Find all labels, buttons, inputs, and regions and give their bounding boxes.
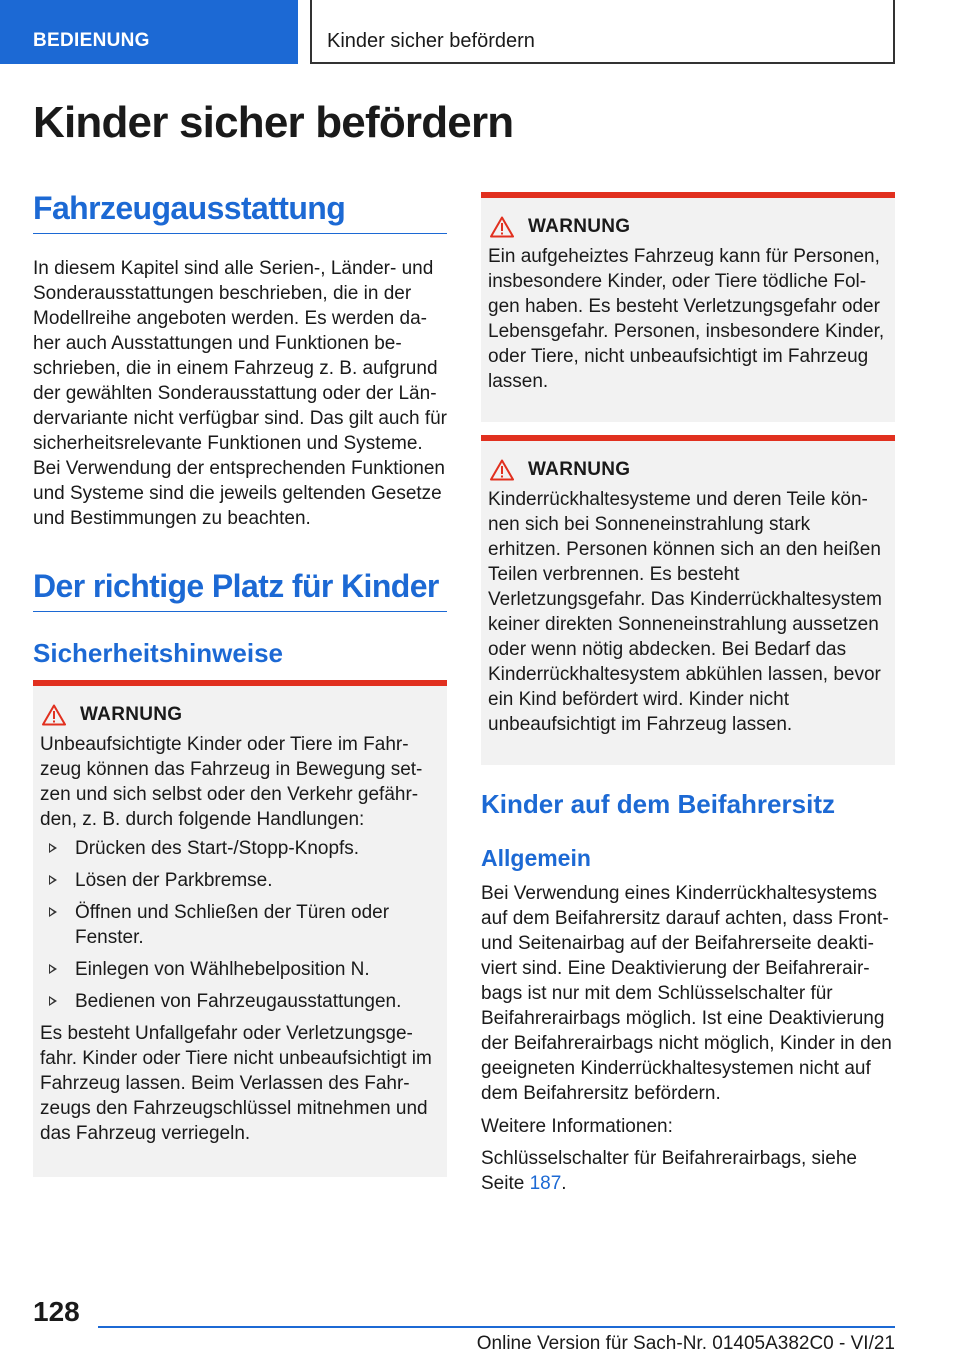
list-item-text: Öffnen und Schließen der Türen oder Fenster. — [75, 902, 390, 948]
heading-right-place: Der richtige Platz für Kinder — [33, 568, 447, 612]
list-item-text: Einlegen von Wählhebelposition N. — [75, 959, 370, 980]
bullet-triangle-icon — [49, 996, 57, 1006]
warning-header — [488, 457, 888, 483]
warning-text: Kinderrückhaltesysteme und deren Teile können sich bei Sonneneinstrahlung stark erhitzen. Personen können sich an den heißen Teilen verbrennen. Es besteht Verletzungsgefahr. Das Kinderrückhaltesystem keiner direkten Sonneneinstrahlung aussetzen oder wenn nötig abdecken. Bei Bedarf das Kinderrückhaltesystem abkühlen lassen, bevor ein Kind befördert wird. Kinder nicht unbeaufsichtigt im Fahrzeug lassen. — [488, 489, 882, 735]
more-info-label: Weitere Informationen: — [481, 1116, 673, 1137]
header-chapter-label: Kinder sicher befördern — [310, 0, 895, 64]
footer-online-version: Online Version für Sach-Nr. 01405A382C0 - VI/21 — [476, 1333, 895, 1354]
page-number: 128 — [33, 1296, 80, 1327]
equipment-paragraph: In diesem Kapitel sind alle Serien-, Länder- und Sonderausstattungen beschrieben, die in der Modellreihe angeboten werden. Es werden daher auch Ausstattungen und Funktionen beschrieben, die in einem Fahrzeug z. B. aufgrund der gewählten Sonderausstattung oder der Ländervariante nicht verfügbar sind. Das gilt auch für sicherheitsrelevante Funktionen und Systeme. Bei Verwendung der entsprechenden Funktionen und Systeme sind die jeweils geltenden Gesetze und Bestimmungen zu beachten. — [33, 258, 447, 529]
warning-label: WARNUNG — [528, 459, 631, 480]
footer-divider — [98, 1326, 895, 1328]
list-item-text: Bedienen von Fahrzeugausstattungen. — [75, 991, 402, 1012]
warning-header — [40, 702, 440, 728]
warning-box-hot-parts — [481, 435, 895, 765]
warning-box-heated-vehicle — [481, 192, 895, 422]
list-item — [40, 957, 440, 982]
warning-triangle-icon — [42, 704, 66, 726]
list-item — [40, 868, 440, 893]
header-section-label: BEDIENUNG — [0, 0, 298, 64]
warning-intro: Unbeaufsichtigte Kinder oder Tiere im Fahrzeug können das Fahrzeug in Bewegung setzen und sich selbst oder den Verkehr gefährden, z. B. durch folgende Handlungen: — [40, 734, 423, 830]
page-title: Kinder sicher befördern — [33, 98, 514, 147]
list-item — [40, 836, 440, 861]
general-paragraph: Bei Verwendung eines Kinderrückhaltesystems auf dem Beifahrersitz darauf achten, dass Front- und Seitenairbag auf der Beifahrerseite deaktiviert sind. Eine Deaktivierung der Beifahrerairbags ist nur mit dem Schlüsselschalter für Beifahrerairbags möglich. Ist eine Deaktivierung der Beifahrerairbags nicht möglich, Kinder in den geeigneten Kinderrückhaltesystemen nicht auf dem Beifahrersitz befördern. — [481, 883, 892, 1104]
warning-outro: Es besteht Unfallgefahr oder Verletzungsgefahr. Kinder oder Tiere nicht unbeaufsichtigt im Fahrzeug lassen. Beim Verlassen des Fahrzeugs den Fahrzeugschlüssel mitnehmen und das Fahrzeug verriegeln. — [40, 1023, 432, 1144]
reference-end: . — [561, 1173, 567, 1194]
warning-label: WARNUNG — [528, 216, 631, 237]
list-item-text: Drücken des Start-/Stopp-Knopfs. — [75, 838, 360, 859]
heading-passenger-seat: Kinder auf dem Beifahrersitz — [481, 789, 835, 819]
reference-paragraph — [481, 1146, 895, 1196]
heading-equipment: Fahrzeugausstattung — [33, 190, 447, 234]
bullet-triangle-icon — [49, 964, 57, 974]
action-list — [40, 836, 440, 1014]
page-reference-link[interactable]: 187 — [529, 1173, 562, 1194]
bullet-triangle-icon — [49, 907, 57, 917]
list-item-text: Lösen der Parkbremse. — [75, 870, 273, 891]
warning-header — [488, 214, 888, 240]
warning-text: Ein aufgeheiztes Fahrzeug kann für Personen, insbesondere Kinder, oder Tiere tödliche Folgen haben. Es besteht Verletzungsgefahr oder Lebensgefahr. Personen, insbesondere Kinder, oder Tiere, nicht unbeaufsichtigt im Fahrzeug lassen. — [488, 246, 885, 392]
warning-box-unattended — [33, 680, 447, 1177]
heading-safety-notes: Sicherheitshinweise — [33, 638, 283, 668]
list-item — [40, 989, 440, 1014]
warning-triangle-icon — [490, 216, 514, 238]
bullet-triangle-icon — [49, 843, 57, 853]
bullet-triangle-icon — [49, 875, 57, 885]
reference-text: Schlüsselschalter für Beifahrerairbags, siehe Seite — [481, 1148, 857, 1194]
warning-label: WARNUNG — [80, 704, 183, 725]
heading-general: Allgemein — [481, 845, 591, 871]
warning-triangle-icon — [490, 459, 514, 481]
list-item — [40, 900, 440, 950]
